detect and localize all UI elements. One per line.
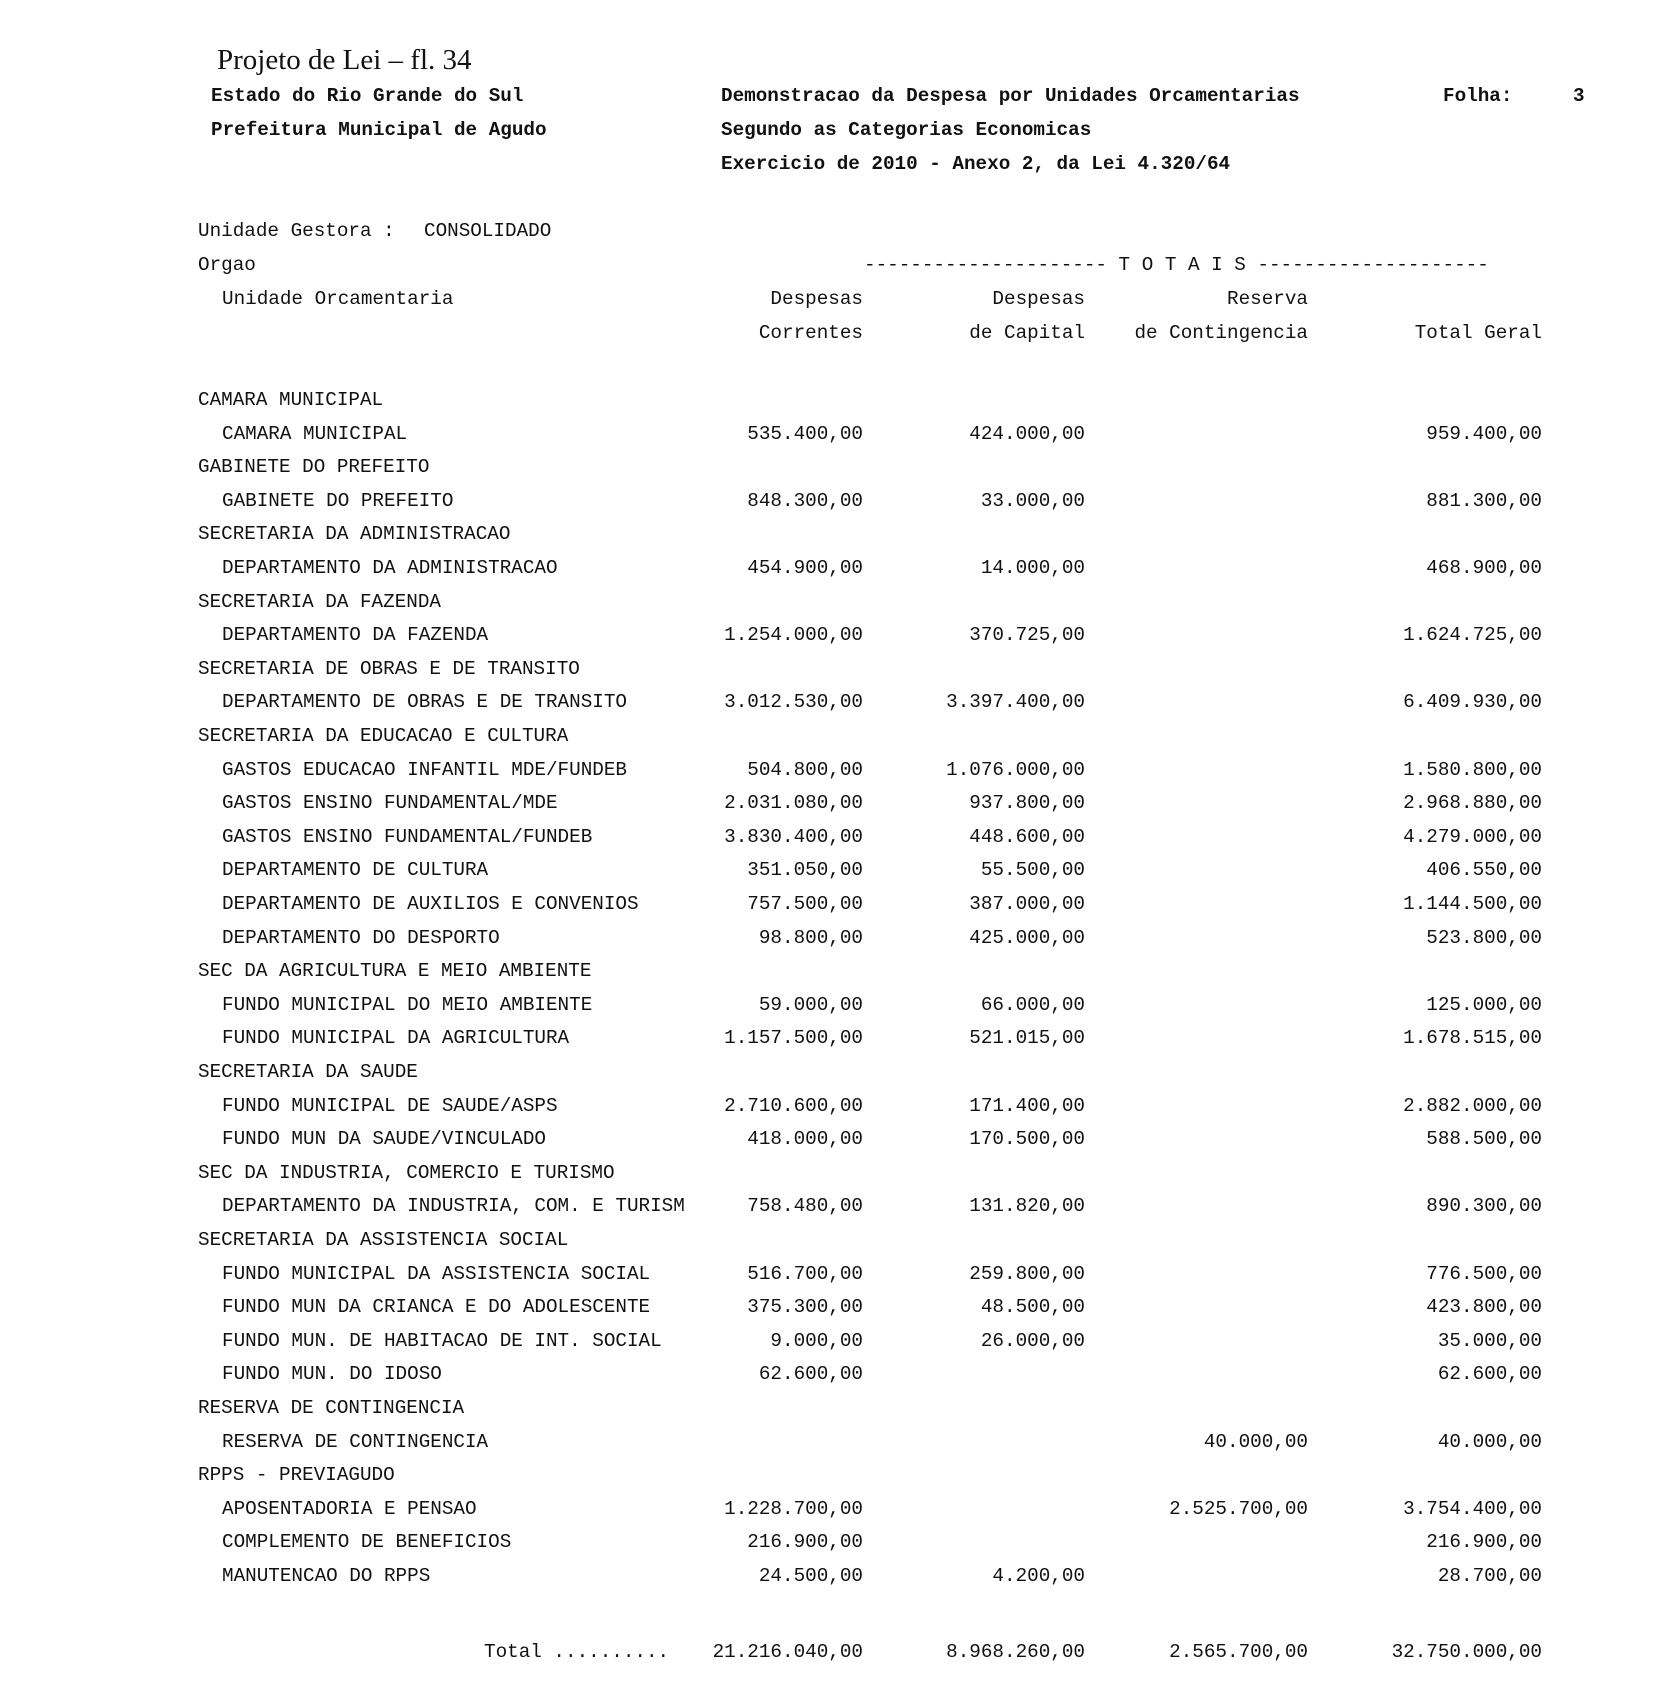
orgao-label: SEC DA INDUSTRIA, COMERCIO E TURISMO xyxy=(198,1161,615,1184)
value-capital: 937.800,00 xyxy=(969,792,1085,815)
unit-label: FUNDO MUN DA CRIANCA E DO ADOLESCENTE xyxy=(222,1296,651,1319)
orgao-label: CAMARA MUNICIPAL xyxy=(198,389,384,411)
unit-label: RESERVA DE CONTINGENCIA xyxy=(222,1430,489,1453)
unit-label: FUNDO MUNICIPAL DA ASSISTENCIA SOCIAL xyxy=(222,1262,651,1285)
orgao-label: SEC DA AGRICULTURA E MEIO AMBIENTE xyxy=(198,960,592,983)
value-capital: 259.800,00 xyxy=(969,1262,1085,1285)
value-correntes: 1.228.700,00 xyxy=(724,1497,863,1520)
header-prefecture: Prefeitura Municipal de Agudo xyxy=(211,119,547,141)
unit-label: Unidade Gestora : xyxy=(198,220,395,242)
value-total: 468.900,00 xyxy=(1426,557,1542,579)
value-total: 2.882.000,00 xyxy=(1403,1094,1542,1117)
value-capital: 521.015,00 xyxy=(969,1027,1085,1050)
orgao-label: SECRETARIA DA EDUCACAO E CULTURA xyxy=(198,725,569,747)
value-total: 1.144.500,00 xyxy=(1403,893,1542,915)
value-correntes: 758.480,00 xyxy=(747,1195,863,1218)
value-total: 35.000,00 xyxy=(1437,1329,1542,1352)
value-total: 62.600,00 xyxy=(1437,1363,1542,1386)
value-correntes: 351.050,00 xyxy=(747,859,863,882)
value-total: 1.624.725,00 xyxy=(1403,624,1542,647)
value-correntes: 3.012.530,00 xyxy=(724,691,863,714)
unit-label: FUNDO MUN DA SAUDE/VINCULADO xyxy=(222,1128,546,1151)
value-correntes: 454.900,00 xyxy=(747,557,863,579)
orgao-label: RPPS - PREVIAGUDO xyxy=(198,1464,395,1487)
value-correntes: 24.500,00 xyxy=(758,1565,863,1587)
value-correntes: 535.400,00 xyxy=(747,422,863,445)
value-correntes: 3.830.400,00 xyxy=(724,825,863,848)
value-correntes: 418.000,00 xyxy=(747,1128,863,1151)
value-total: 216.900,00 xyxy=(1426,1531,1542,1554)
value-total: 40.000,00 xyxy=(1437,1430,1542,1453)
column-reserva-line1: Reserva xyxy=(1227,288,1308,310)
value-capital: 55.500,00 xyxy=(980,859,1085,882)
unit-label: CAMARA MUNICIPAL xyxy=(222,422,408,445)
total-reserva: 2.565.700,00 xyxy=(1169,1641,1308,1663)
unit-label: DEPARTAMENTO DE AUXILIOS E CONVENIOS xyxy=(222,893,639,915)
column-total-geral: Total Geral xyxy=(1414,322,1542,344)
unit-label: DEPARTAMENTO DA ADMINISTRACAO xyxy=(222,557,558,579)
unit-label: DEPARTAMENTO DE CULTURA xyxy=(222,859,489,882)
value-capital: 48.500,00 xyxy=(980,1296,1085,1319)
orgao-label: SECRETARIA DA ADMINISTRACAO xyxy=(198,523,511,546)
unit-label: FUNDO MUNICIPAL DE SAUDE/ASPS xyxy=(222,1094,558,1117)
value-capital: 170.500,00 xyxy=(969,1128,1085,1151)
unit-label: DEPARTAMENTO DO DESPORTO xyxy=(222,926,500,949)
value-total: 2.968.880,00 xyxy=(1403,792,1542,815)
value-total: 1.678.515,00 xyxy=(1403,1027,1542,1050)
unit-label: GABINETE DO PREFEITO xyxy=(222,489,454,512)
value-capital: 448.600,00 xyxy=(969,825,1085,848)
orgao-label: RESERVA DE CONTINGENCIA xyxy=(198,1397,465,1419)
unit-label: DEPARTAMENTO DA INDUSTRIA, COM. E TURISM xyxy=(222,1195,685,1218)
value-total: 3.754.400,00 xyxy=(1403,1497,1542,1520)
orgao-label: SECRETARIA DE OBRAS E DE TRANSITO xyxy=(198,657,580,680)
orgao-label: SECRETARIA DA FAZENDA xyxy=(198,590,441,613)
value-capital: 4.200,00 xyxy=(992,1565,1085,1587)
column-reserva-line2: de Contingencia xyxy=(1134,322,1308,344)
value-total: 28.700,00 xyxy=(1437,1565,1542,1587)
value-total: 4.279.000,00 xyxy=(1403,825,1542,848)
value-capital: 14.000,00 xyxy=(980,557,1085,579)
value-correntes: 9.000,00 xyxy=(770,1329,863,1352)
value-correntes: 516.700,00 xyxy=(747,1262,863,1285)
column-orgao: Orgao xyxy=(198,254,256,276)
value-capital: 370.725,00 xyxy=(969,624,1085,647)
value-total: 406.550,00 xyxy=(1426,859,1542,882)
value-capital: 171.400,00 xyxy=(969,1094,1085,1117)
value-capital: 33.000,00 xyxy=(980,489,1085,512)
unit-label: FUNDO MUNICIPAL DA AGRICULTURA xyxy=(222,1027,570,1050)
orgao-label: GABINETE DO PREFEITO xyxy=(198,456,430,479)
column-capital-line1: Despesas xyxy=(992,288,1085,310)
report-title: Demonstracao da Despesa por Unidades Orcamentarias xyxy=(721,85,1300,107)
unit-label: FUNDO MUN. DE HABITACAO DE INT. SOCIAL xyxy=(222,1329,662,1352)
value-capital: 1.076.000,00 xyxy=(946,758,1085,781)
value-correntes: 757.500,00 xyxy=(747,893,863,915)
value-total: 6.409.930,00 xyxy=(1403,691,1542,714)
value-capital: 66.000,00 xyxy=(980,993,1085,1016)
total-geral: 32.750.000,00 xyxy=(1391,1641,1542,1663)
value-correntes: 2.031.080,00 xyxy=(724,792,863,815)
value-correntes: 62.600,00 xyxy=(758,1363,863,1386)
column-correntes-line2: Correntes xyxy=(758,322,863,344)
unit-label: GASTOS EDUCACAO INFANTIL MDE/FUNDEB xyxy=(222,758,627,781)
value-correntes: 216.900,00 xyxy=(747,1531,863,1554)
total-label: Total .......... xyxy=(484,1641,670,1663)
unit-label: FUNDO MUN. DO IDOSO xyxy=(222,1363,442,1386)
value-correntes: 59.000,00 xyxy=(758,993,863,1016)
value-capital: 3.397.400,00 xyxy=(946,691,1085,714)
value-correntes: 504.800,00 xyxy=(747,758,863,781)
column-correntes-line1: Despesas xyxy=(770,288,863,310)
value-correntes: 848.300,00 xyxy=(747,489,863,512)
value-correntes: 2.710.600,00 xyxy=(724,1094,863,1117)
value-total: 423.800,00 xyxy=(1426,1296,1542,1319)
value-correntes: 1.254.000,00 xyxy=(724,624,863,647)
unit-label: DEPARTAMENTO DE OBRAS E DE TRANSITO xyxy=(222,691,627,714)
value-capital: 387.000,00 xyxy=(969,893,1085,915)
value-reserva: 40.000,00 xyxy=(1203,1430,1308,1453)
unit-label: APOSENTADORIA E PENSAO xyxy=(222,1497,477,1520)
total-capital: 8.968.260,00 xyxy=(946,1641,1085,1663)
value-correntes: 98.800,00 xyxy=(758,926,863,949)
value-correntes: 1.157.500,00 xyxy=(724,1027,863,1050)
column-unidade: Unidade Orcamentaria xyxy=(222,288,454,310)
value-capital: 425.000,00 xyxy=(969,926,1085,949)
value-total: 881.300,00 xyxy=(1426,489,1542,512)
value-total: 890.300,00 xyxy=(1426,1195,1542,1218)
unit-label: DEPARTAMENTO DA FAZENDA xyxy=(222,624,489,647)
value-total: 523.800,00 xyxy=(1426,926,1542,949)
unit-label: MANUTENCAO DO RPPS xyxy=(222,1565,431,1587)
value-correntes: 375.300,00 xyxy=(747,1296,863,1319)
orgao-label: SECRETARIA DA ASSISTENCIA SOCIAL xyxy=(198,1229,569,1251)
report-exercise: Exercicio de 2010 - Anexo 2, da Lei 4.320/64 xyxy=(721,153,1231,175)
unit-label: GASTOS ENSINO FUNDAMENTAL/FUNDEB xyxy=(222,825,593,848)
sheet-label: Folha: xyxy=(1443,85,1513,107)
unit-label: GASTOS ENSINO FUNDAMENTAL/MDE xyxy=(222,792,558,815)
orgao-label: SECRETARIA DA SAUDE xyxy=(198,1061,418,1083)
value-capital: 131.820,00 xyxy=(969,1195,1085,1218)
unit-value: CONSOLIDADO xyxy=(424,220,552,242)
value-total: 959.400,00 xyxy=(1426,422,1542,445)
value-total: 776.500,00 xyxy=(1426,1262,1542,1285)
unit-label: COMPLEMENTO DE BENEFICIOS xyxy=(222,1531,512,1554)
sheet-number: 3 xyxy=(1573,85,1585,107)
value-total: 125.000,00 xyxy=(1426,993,1542,1016)
value-capital: 424.000,00 xyxy=(969,422,1085,445)
unit-label: FUNDO MUNICIPAL DO MEIO AMBIENTE xyxy=(222,993,593,1016)
report-subtitle: Segundo as Categorias Economicas xyxy=(721,119,1092,141)
value-total: 588.500,00 xyxy=(1426,1128,1542,1151)
header-state: Estado do Rio Grande do Sul xyxy=(211,85,524,107)
value-reserva: 2.525.700,00 xyxy=(1169,1497,1308,1520)
page-stamp: Projeto de Lei – fl. 34 xyxy=(217,44,472,76)
value-capital: 26.000,00 xyxy=(980,1329,1085,1352)
total-correntes: 21.216.040,00 xyxy=(712,1641,863,1663)
totais-banner: --------------------- T O T A I S -------------------- xyxy=(864,254,1489,276)
value-total: 1.580.800,00 xyxy=(1403,758,1542,781)
column-capital-line2: de Capital xyxy=(969,322,1085,344)
